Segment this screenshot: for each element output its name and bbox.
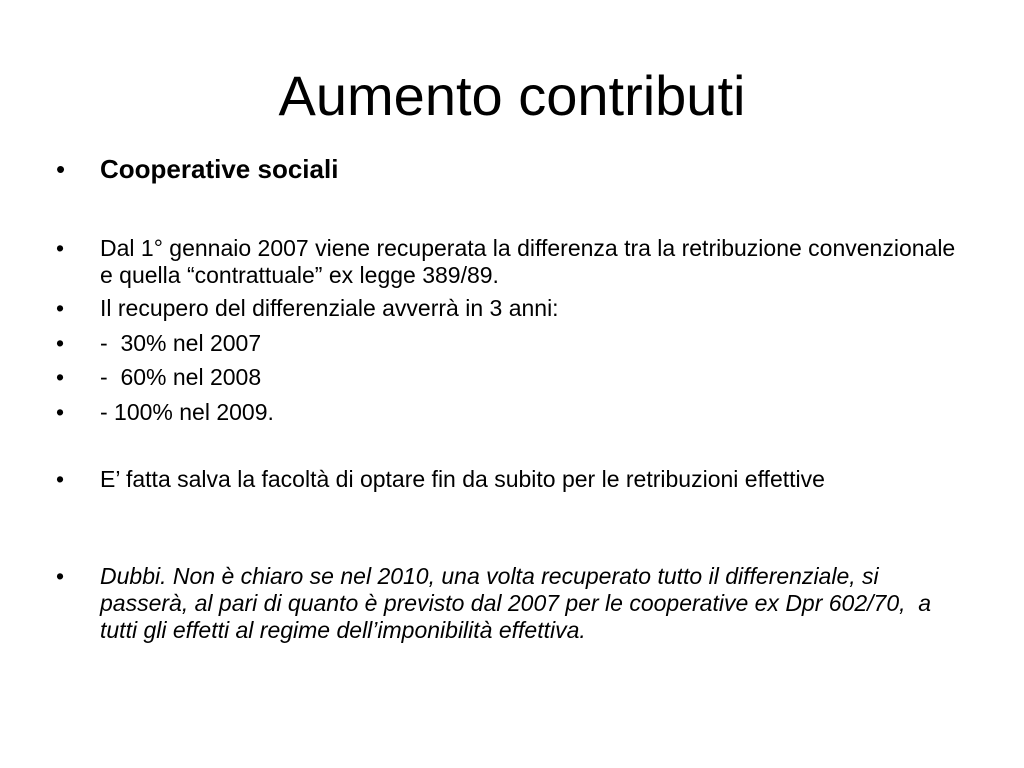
slide-title: Aumento contributi [278,64,746,127]
bullet-dot: • [56,330,65,356]
bullet-dot: • [56,295,65,321]
bullet-text: - 30% nel 2007 [100,330,262,356]
bullet-dot: • [56,235,65,261]
bullet-text: - 100% nel 2009. [100,399,274,425]
bullet-text-italic: Dubbi. Non è chiaro se nel 2010, una volta recuperato tutto il differenziale, si passerà, al pari di quanto è previsto dal 2007 per le cooperative ex Dpr 602/70, a tutti gli effetti al regime dell’imponibilità effettiva. [100,563,938,643]
bullet-text: E’ fatta salva la facoltà di optare fin da subito per le retribuzioni effettive [100,466,825,492]
bullet-dot: • [56,399,65,425]
bullet-dot: • [56,364,65,390]
bullet-text: Il recupero del differenziale avverrà in 3 anni: [100,295,559,321]
bullet-dot: • [56,154,66,184]
bullet-dot: • [56,563,65,589]
bullet-dot: • [56,466,65,492]
bullet-text: - 60% nel 2008 [100,364,262,390]
bullet-text: Dal 1° gennaio 2007 viene recuperata la differenza tra la retribuzione convenzionale e quella “contrattuale” ex legge 389/89. [100,235,956,288]
section-heading: Cooperative sociali [100,154,339,184]
